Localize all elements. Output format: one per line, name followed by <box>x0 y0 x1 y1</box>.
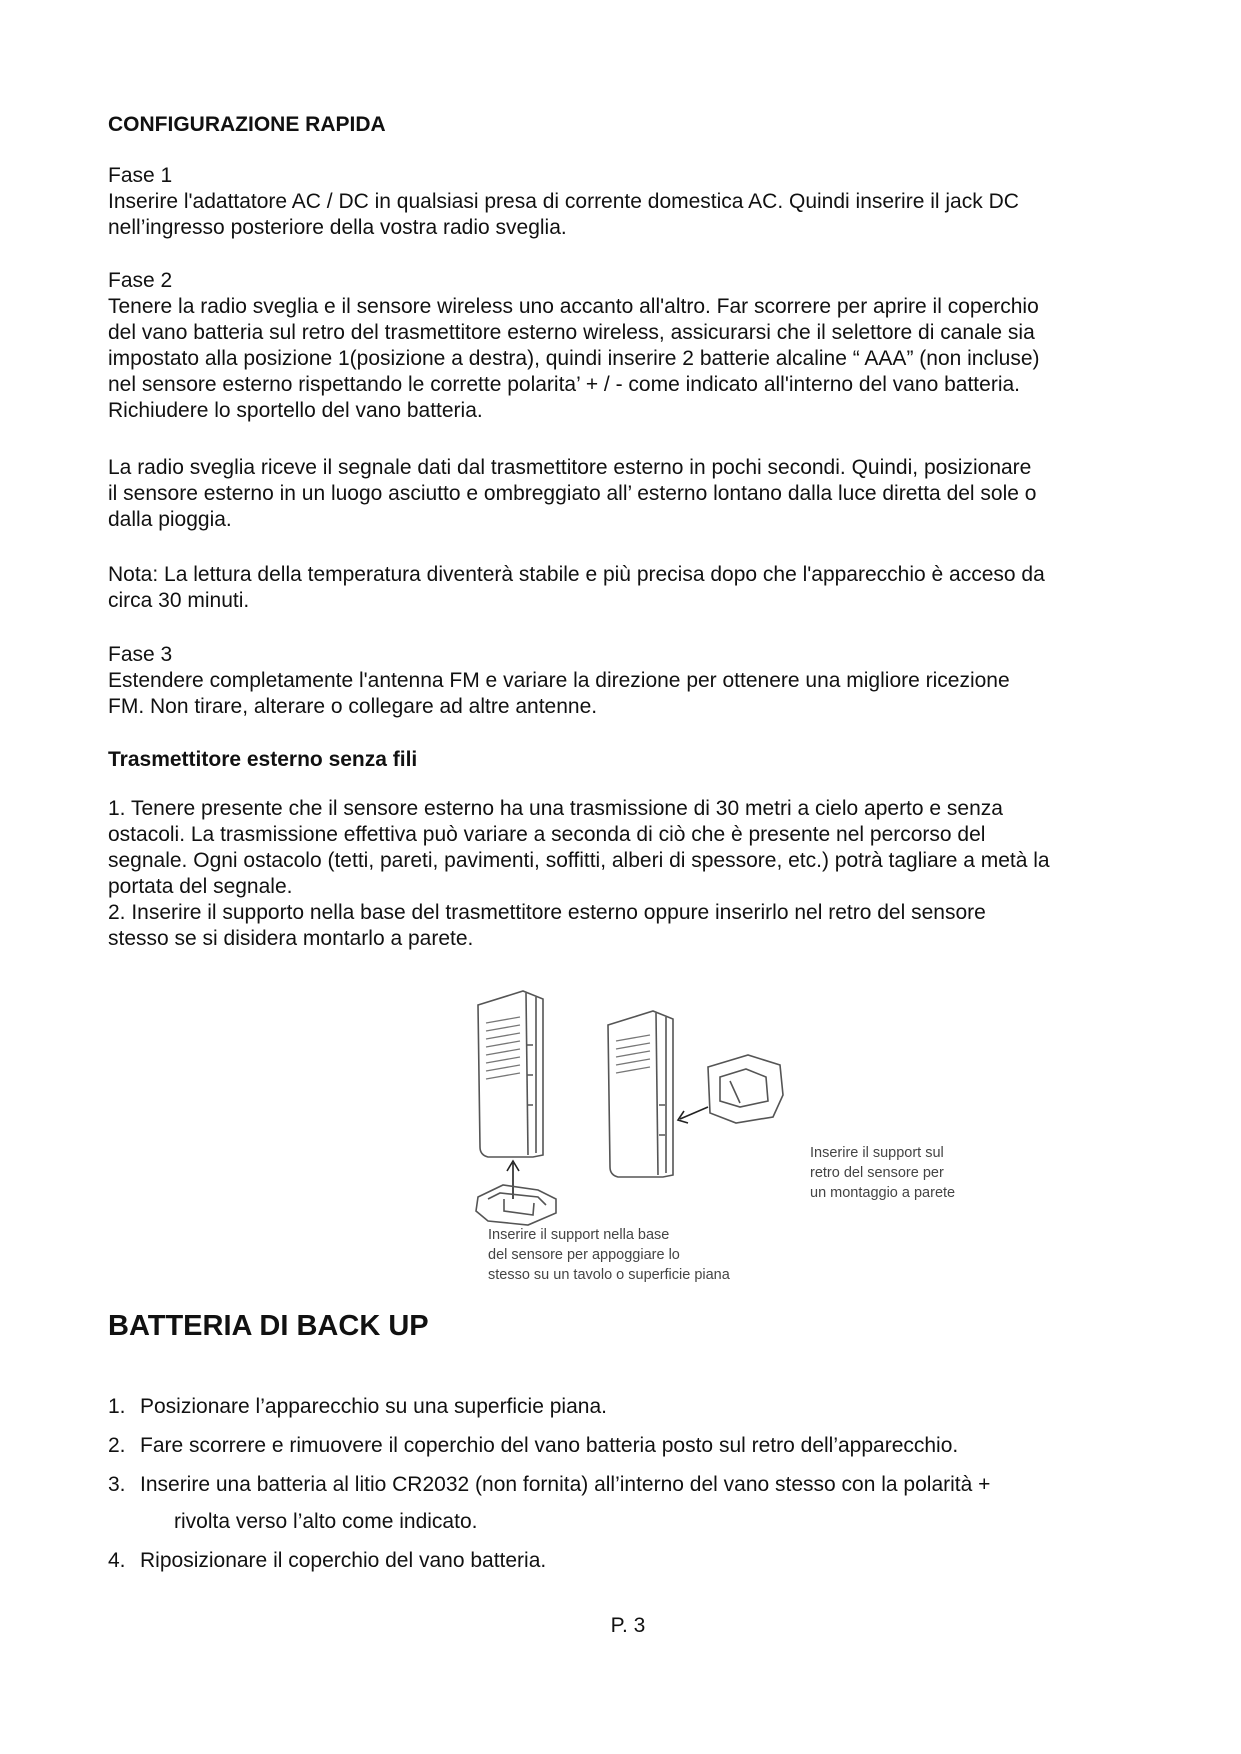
caption-right-line: Inserire il support sul <box>810 1145 944 1161</box>
note-line: Nota: La lettura della temperatura diventerà stabile e più precisa dopo che l'apparecchio è acceso da <box>108 563 1045 586</box>
sensor-mounting-illustration <box>368 985 1008 1285</box>
caption-right-line: un montaggio a parete <box>810 1185 956 1201</box>
fase2-line: nel sensore esterno rispettando le corrette polarita’ + / - come indicato all'interno del vano batteria. <box>108 373 1020 396</box>
sensor-wall-mount-drawing <box>608 1011 783 1177</box>
caption-left-line: Inserire il support nella base <box>488 1227 670 1243</box>
sensor-standing-drawing <box>476 991 556 1225</box>
fase2-line: Richiudere lo sportello del vano batteria. <box>108 399 483 422</box>
reception-line: La radio sveglia riceve il segnale dati dal trasmettitore esterno in pochi secondi. Quindi, posizionare <box>108 456 1032 479</box>
caption-right-line: retro del sensore per <box>810 1165 944 1181</box>
fase2-line: del vano batteria sul retro del trasmettitore esterno wireless, assicurarsi che il selettore di canale sia <box>108 321 1035 344</box>
backup-list-item <box>108 1471 1148 1536</box>
fase2-line: Tenere la radio sveglia e il sensore wireless uno accanto all'altro. Far scorrere per aprire il coperchio <box>108 295 1039 318</box>
list-text-continuation: rivolta verso l’alto come indicato. <box>174 1510 478 1533</box>
caption-table-stand <box>488 1227 731 1283</box>
fase2-heading: Fase 2 <box>108 269 173 292</box>
fase3-line: Estendere completamente l'antenna FM e variare la direzione per ottenere una migliore ricezione <box>108 669 1010 692</box>
backup-list-item <box>108 1393 1148 1421</box>
reception-line: dalla pioggia. <box>108 508 232 531</box>
fase3-line: FM. Non tirare, alterare o collegare ad altre antenne. <box>108 695 598 718</box>
fase1-heading: Fase 1 <box>108 164 173 187</box>
list-text: Fare scorrere e rimuovere il coperchio del vano batteria posto sul retro dell’apparecchio. <box>140 1434 959 1457</box>
list-number: 2. <box>108 1434 126 1457</box>
list-number: 4. <box>108 1549 126 1572</box>
section-title: CONFIGURAZIONE RAPIDA <box>108 113 386 136</box>
list-text: Inserire una batteria al litio CR2032 (non fornita) all’interno del vano stesso con la polarità + <box>140 1473 991 1496</box>
note-paragraph <box>108 562 1148 614</box>
transmitter-line: segnale. Ogni ostacolo (tetti, pareti, pavimenti, soffitti, alberi di spessore, etc.) potrà tagliare a metà la <box>108 849 1050 872</box>
fase3-heading: Fase 3 <box>108 643 173 666</box>
transmitter-paragraph <box>108 796 1148 952</box>
transmitter-line: 1. Tenere presente che il sensore esterno ha una trasmissione di 30 metri a cielo aperto e senza <box>108 797 1003 820</box>
reception-paragraph <box>108 455 1148 533</box>
list-text: Riposizionare il coperchio del vano batteria. <box>140 1549 547 1572</box>
fase1-line: Inserire l'adattatore AC / DC in qualsiasi presa di corrente domestica AC. Quindi inserire il jack DC <box>108 190 1019 213</box>
list-text: Posizionare l’apparecchio su una superficie piana. <box>140 1395 607 1418</box>
fase1-section <box>108 163 1148 241</box>
transmitter-line: stesso se si disidera montarlo a parete. <box>108 927 474 950</box>
transmitter-heading: Trasmettitore esterno senza fili <box>108 748 418 771</box>
transmitter-line: ostacoli. La trasmissione effettiva può variare a seconda di ciò che è presente nel percorso del <box>108 823 986 846</box>
transmitter-line: portata del segnale. <box>108 875 293 898</box>
page-number: P. 3 <box>610 1614 646 1637</box>
fase2-line: impostato alla posizione 1(posizione a destra), quindi inserire 2 batterie alcaline “ AAA” (non incluse) <box>108 347 1040 370</box>
backup-list-item <box>108 1432 1148 1460</box>
fase3-section <box>108 642 1148 720</box>
list-number: 1. <box>108 1395 126 1418</box>
caption-left-line: stesso su un tavolo o superficie piana <box>488 1267 730 1283</box>
list-number: 3. <box>108 1473 126 1496</box>
caption-left-line: del sensore per appoggiare lo <box>488 1247 680 1263</box>
fase2-section <box>108 268 1148 424</box>
transmitter-line: 2. Inserire il supporto nella base del trasmettitore esterno oppure inserirlo nel retro del sensore <box>108 901 986 924</box>
fase1-line: nell’ingresso posteriore della vostra radio sveglia. <box>108 216 567 239</box>
reception-line: il sensore esterno in un luogo asciutto e ombreggiato all’ esterno lontano dalla luce diretta del sole o <box>108 482 1037 505</box>
note-line: circa 30 minuti. <box>108 589 250 612</box>
backup-heading: BATTERIA DI BACK UP <box>108 1310 429 1342</box>
backup-list-item <box>108 1547 1148 1575</box>
caption-wall-mount <box>810 1145 955 1201</box>
